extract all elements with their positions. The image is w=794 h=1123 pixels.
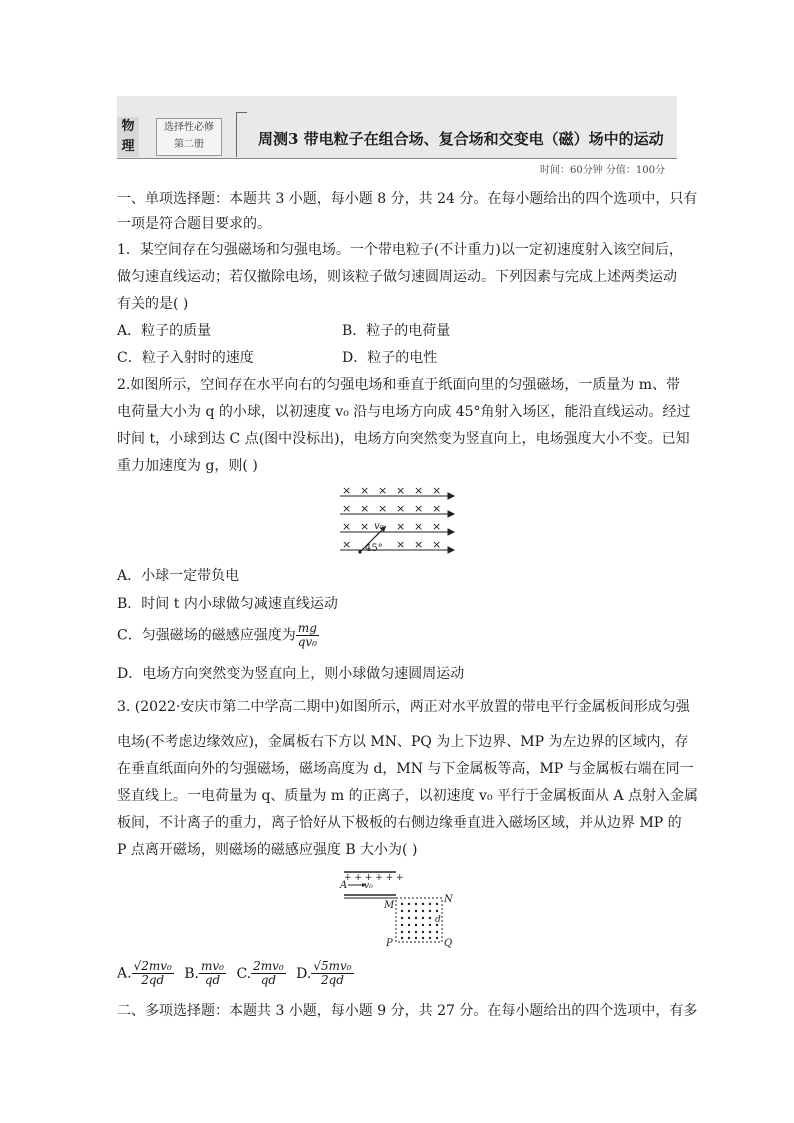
q2-line2: 电荷量大小为 q 的小球，以初速度 v₀ 沿与电场方向成 45°角射入场区，能沿直线运动。经过 bbox=[117, 404, 691, 420]
svg-text:×: × bbox=[414, 484, 424, 497]
q1-option-c: C．粒子入射时的速度 bbox=[117, 350, 254, 366]
subject-label: 物理 bbox=[121, 119, 135, 154]
q3-fig-m: M bbox=[384, 900, 395, 911]
q3-fig-d: d bbox=[435, 915, 441, 925]
q3-line4: 竖直线上。一电荷量为 q、质量为 m 的正离子，以初速度 v₀ 平行于金属板面从 A 点射入金属 bbox=[117, 788, 699, 804]
svg-text:×: × bbox=[414, 520, 424, 533]
book-line2: 第二册 bbox=[174, 139, 204, 150]
title-bracket bbox=[236, 112, 247, 157]
q3-fig-n: N bbox=[444, 894, 453, 905]
q2-option-b: B．时间 t 内小球做匀减速直线运动 bbox=[117, 596, 338, 612]
svg-text:×: × bbox=[342, 520, 352, 533]
svg-text:×: × bbox=[396, 484, 406, 497]
svg-text:×: × bbox=[342, 502, 352, 515]
svg-text:×: × bbox=[342, 484, 352, 497]
q2-fig-v0: v₀ bbox=[374, 521, 384, 532]
q2-option-c-denominator: qv₀ bbox=[297, 635, 317, 649]
svg-text:×: × bbox=[378, 502, 388, 515]
q3-fig-p: P bbox=[386, 938, 393, 949]
q1-line3: 有关的是( ) bbox=[117, 296, 189, 312]
svg-text:×: × bbox=[342, 538, 352, 551]
section1-line2: 一项是符合题目要求的。 bbox=[117, 216, 271, 232]
header-divider bbox=[117, 158, 677, 159]
q3-option-d-numerator: √5mv₀ bbox=[313, 959, 352, 973]
q3-option-a-label: A. bbox=[117, 965, 132, 982]
q3-line3: 在垂直纸面向外的匀强磁场，磁场高度为 d，MN 与下金属板等高，MP 与金属板右端在同一 bbox=[117, 761, 694, 777]
svg-text:×: × bbox=[360, 502, 370, 515]
book-badge bbox=[156, 118, 222, 156]
svg-text:×: × bbox=[396, 538, 406, 551]
q2-fig-angle: 45° bbox=[365, 543, 383, 554]
svg-text:×: × bbox=[414, 502, 424, 515]
svg-text:×: × bbox=[432, 538, 442, 551]
q3-option-d-fraction bbox=[311, 960, 353, 987]
q3-option-d-label: D. bbox=[296, 965, 312, 982]
q1-option-a: A．粒子的质量 bbox=[117, 323, 212, 339]
svg-text:×: × bbox=[396, 520, 406, 533]
q1-line1: 1．某空间存在匀强磁场和匀强电场。一个带电粒子(不计重力)以一定初速度射入该空间后， bbox=[117, 242, 683, 258]
q3-option-b-numerator: mv₀ bbox=[201, 959, 224, 973]
svg-text:×: × bbox=[432, 484, 442, 497]
section1-line1: 一、单项选择题：本题共 3 小题，每小题 8 分，共 24 分。在每小题给出的四个选项中，只有 bbox=[117, 191, 698, 207]
q3-option-b-fraction bbox=[199, 960, 226, 987]
q2-option-c bbox=[117, 622, 319, 649]
q3-option-a-numerator: √2mv₀ bbox=[133, 959, 172, 973]
q2-line4: 重力加速度为 g，则( ) bbox=[117, 458, 258, 474]
section2-line1: 二、多项选择题：本题共 3 小题，每小题 9 分，共 27 分。在每小题给出的四个选项中，有多 bbox=[117, 1003, 698, 1019]
q3-fig-plus: + + + + + + bbox=[344, 873, 404, 883]
q3-options bbox=[117, 960, 354, 987]
svg-text:×: × bbox=[432, 520, 442, 533]
svg-text:×: × bbox=[396, 502, 406, 515]
q3-option-a-denominator: 2qd bbox=[141, 973, 165, 987]
q3-line5: 板间，不计离子的重力，离子恰好从下极板的右侧边缘垂直进入磁场区域，并从边界 MP 的 bbox=[117, 815, 682, 831]
q2-option-c-fraction bbox=[296, 622, 319, 649]
q3-option-b-label: B. bbox=[184, 965, 200, 982]
q1-line2: 做匀速直线运动；若仅撤除电场，则该粒子做匀速圆周运动。下列因素与完成上述两类运动 bbox=[117, 269, 677, 285]
q3-option-a-fraction bbox=[132, 960, 174, 987]
q3-option-c-label: C. bbox=[236, 965, 252, 982]
q3-line6: P 点离开磁场，则磁场的磁感应强度 B 大小为( ) bbox=[117, 842, 418, 858]
subject-badge bbox=[117, 117, 139, 157]
q3-fig-q: Q bbox=[444, 938, 453, 949]
book-line1: 选择性必修 bbox=[164, 122, 214, 133]
q2-option-d: D．电场方向突然变为竖直向上，则小球做匀速圆周运动 bbox=[117, 666, 465, 682]
q3-option-d-denominator: 2qd bbox=[320, 973, 344, 987]
svg-text:×: × bbox=[432, 502, 442, 515]
q3-fig-a: A bbox=[340, 880, 348, 891]
q3-option-c-fraction bbox=[251, 960, 286, 987]
q2-field-diagram bbox=[338, 482, 458, 560]
q3-line1: 3. (2022·安庆市第二中学高二期中)如图所示，两正对水平放置的带电平行金属板间形成匀强 bbox=[117, 699, 690, 715]
q3-plates-diagram bbox=[336, 866, 460, 950]
q2-option-c-numerator: mg bbox=[296, 622, 319, 636]
q2-option-a: A．小球一定带负电 bbox=[117, 568, 240, 584]
page-title: 周测3 带电粒子在组合场、复合场和交变电（磁）场中的运动 bbox=[258, 130, 664, 148]
q3-option-c-numerator: 2mv₀ bbox=[253, 959, 284, 973]
q3-option-c-denominator: qd bbox=[260, 973, 277, 987]
svg-text:×: × bbox=[414, 538, 424, 551]
svg-text:×: × bbox=[360, 520, 370, 533]
q2-line1: 2.如图所示，空间存在水平向右的匀强电场和垂直于纸面向里的匀强磁场，一质量为 m、带 bbox=[117, 377, 681, 393]
svg-text:×: × bbox=[378, 484, 388, 497]
q1-option-d: D．粒子的电性 bbox=[342, 350, 438, 366]
q3-fig-v0: v₀ bbox=[364, 881, 373, 891]
q2-option-c-prefix: C．匀强磁场的磁感应强度为 bbox=[117, 627, 296, 644]
q3-line2: 电场(不考虑边缘效应)，金属板右下方以 MN、PQ 为上下边界、MP 为左边界的区域内，存 bbox=[117, 734, 689, 750]
q1-option-b: B．粒子的电荷量 bbox=[342, 323, 451, 339]
q2-line3: 时间 t，小球到达 C 点(图中没标出)，电场方向突然变为竖直向上，电场强度大小不变。已知 bbox=[117, 431, 690, 447]
q3-option-b-denominator: qd bbox=[204, 973, 221, 987]
time-info: 时间：60分钟 分值：100分 bbox=[540, 165, 665, 176]
svg-text:×: × bbox=[360, 484, 370, 497]
